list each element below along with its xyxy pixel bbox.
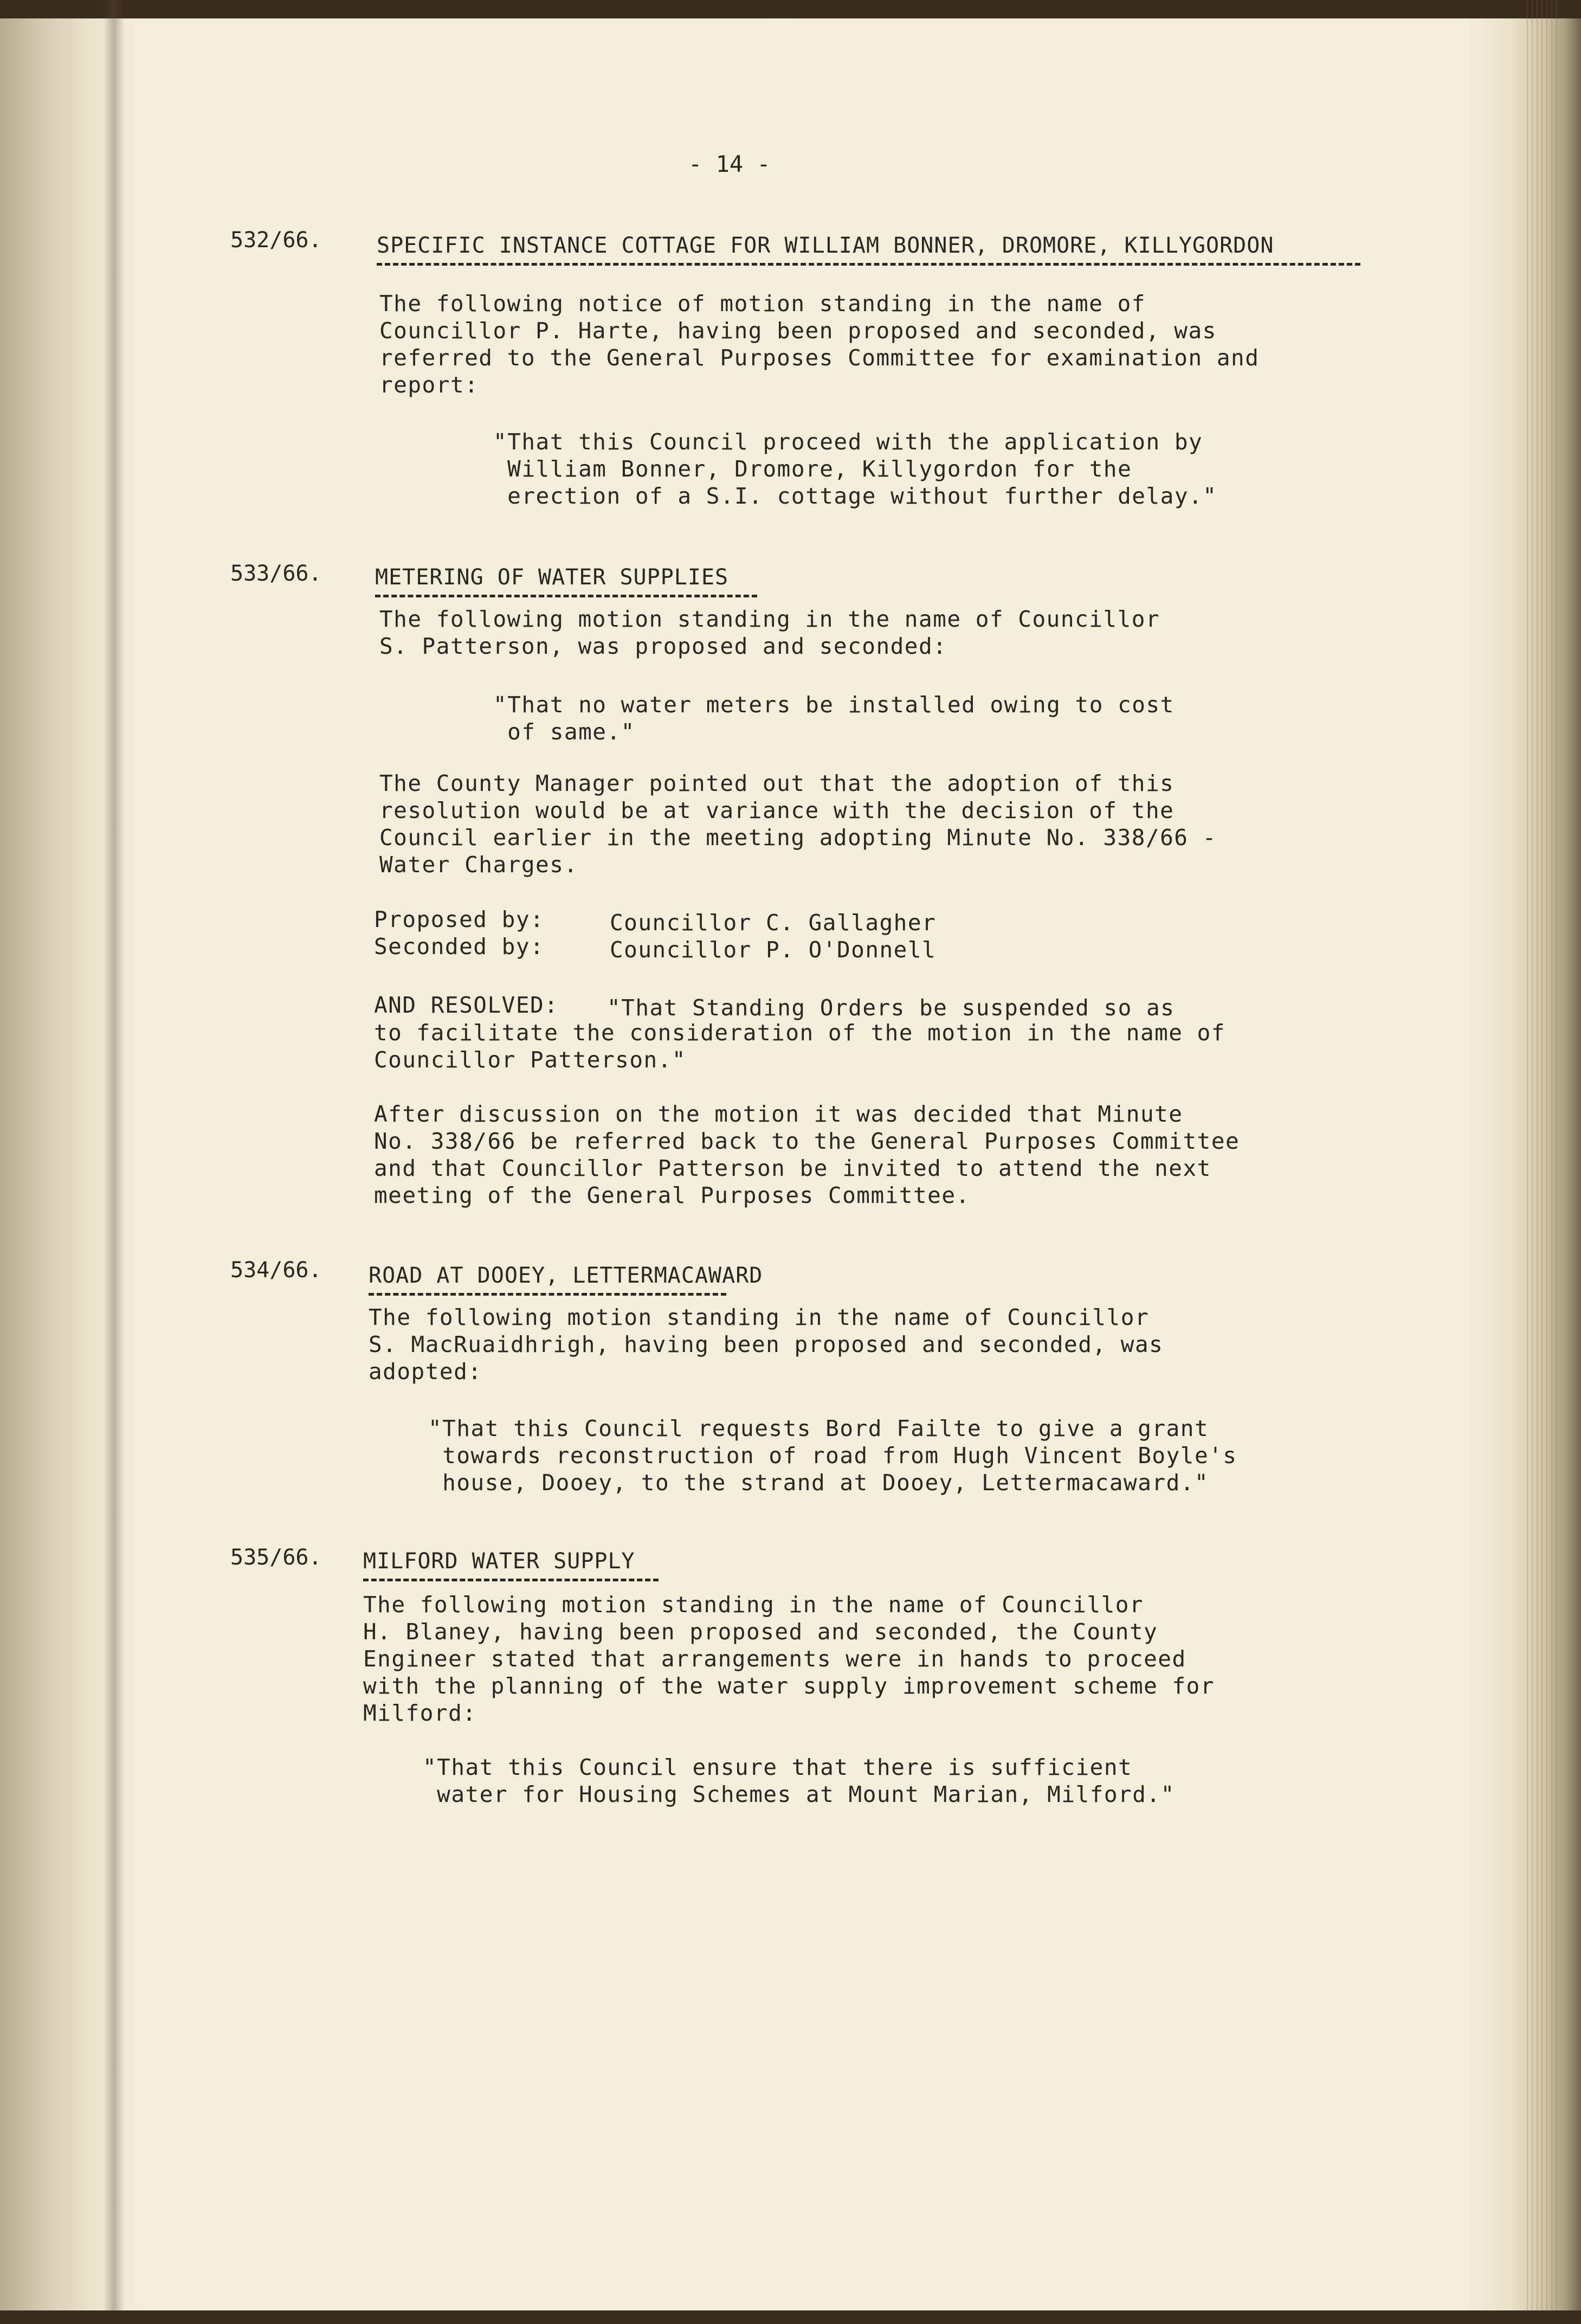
heading-533: METERING OF WATER SUPPLIES [375,565,729,590]
heading-underline-535 [363,1579,659,1581]
heading-535: MILFORD WATER SUPPLY [363,1549,635,1574]
scan-top-border [0,0,1581,18]
body-533: The following motion standing in the name of Councillor S. Patterson, was proposed and seconded: [379,606,1160,659]
page-number: - 14 - [688,151,771,177]
heading-534: ROAD AT DOOEY, LETTERMACAWARD [369,1263,763,1288]
heading-underline-532 [377,263,1360,266]
proposed-label: Proposed by: [374,906,545,932]
body3-533: After discussion on the motion it was decided that Minute No. 338/66 be referred back to the General Purposes Committee and that Councillor Patterson be invited to attend the next meeting of the General Purposes Committee. [374,1101,1240,1208]
heading-532: SPECIFIC INSTANCE COTTAGE FOR WILLIAM BONNER, DROMORE, KILLYGORDON [377,233,1274,258]
minute-number-535: 535/66. [230,1545,322,1570]
minute-number-533: 533/66. [230,561,322,586]
quote-535: "That this Council ensure that there is sufficient water for Housing Schemes at Mount Marian, Milford." [423,1754,1175,1807]
scan-bottom-border [0,2310,1581,2324]
proposed-value: Councillor C. Gallagher [610,910,937,936]
quote-532: "That this Council proceed with the application by William Bonner, Dromore, Killygordon for the erection of a S.I. cottage without further delay." [493,429,1217,509]
seconded-value: Councillor P. O'Donnell [610,937,937,963]
minute-number-532: 532/66. [230,228,322,253]
quote-533: "That no water meters be installed owing to cost of same." [493,692,1175,745]
body-534: The following motion standing in the name of Councillor S. MacRuaidhrigh, having been proposed and seconded, was adopted: [369,1304,1164,1385]
body2-533: The County Manager pointed out that the adoption of this resolution would be at variance with the decision of the Council earlier in the meeting adopting Minute No. 338/66 - Water Charges. [379,770,1217,878]
resolved-label: AND RESOLVED: [374,992,559,1018]
resolved-text: "That Standing Orders be suspended so as [607,995,1175,1021]
quote-534: "That this Council requests Bord Failte to give a grant towards reconstruction of road from Hugh Vincent Boyle's house, Dooey, to the strand at Dooey, Lettermacaward." [428,1415,1237,1496]
book-gutter-shadow [103,0,125,2324]
seconded-label: Seconded by: [374,934,545,960]
heading-underline-534 [369,1293,726,1296]
heading-underline-533 [375,595,757,597]
page-edge-stack [1527,0,1559,2324]
body-535: The following motion standing in the name of Councillor H. Blaney, having been proposed and seconded, the County Engineer stated that arrangements were in hands to proceed with the planning of the water supply improvement scheme for Milford: [363,1592,1215,1726]
minute-number-534: 534/66. [230,1258,322,1283]
body-532: The following notice of motion standing in the name of Councillor P. Harte, having been proposed and seconded, was referred to the General Purposes Committee for examination and report: [379,291,1260,398]
resolved-continuation: to facilitate the consideration of the motion in the name of Councillor Patterson." [374,1020,1226,1073]
